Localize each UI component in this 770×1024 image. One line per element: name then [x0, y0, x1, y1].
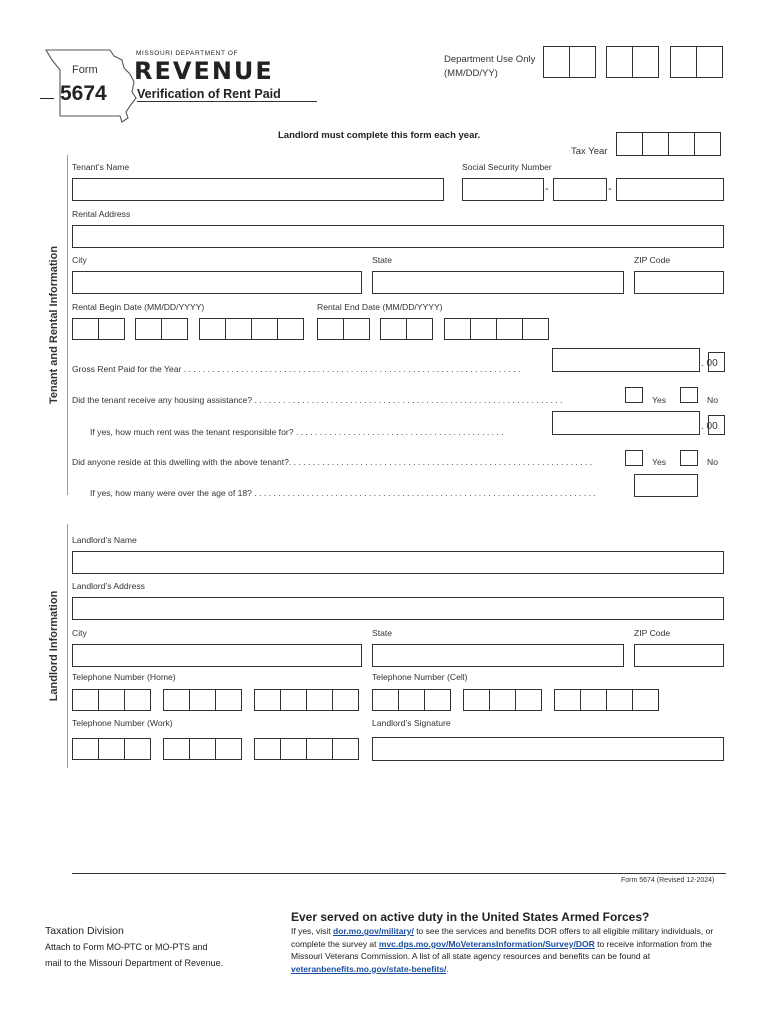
housing-no-label: No	[707, 395, 718, 405]
reside-yes-label: Yes	[652, 457, 667, 467]
zip-label: ZIP Code	[634, 255, 671, 265]
tenant-section-sidebar	[40, 155, 68, 495]
responsible-cents-box	[708, 415, 725, 435]
phone-home-label: Telephone Number (Home)	[72, 672, 176, 682]
division-title: Taxation Division	[45, 925, 124, 937]
form-number-prefix	[40, 98, 54, 99]
reside-q-label: Did anyone reside at this dwelling with the above tenant?.	[72, 457, 292, 467]
landlord-section-sidebar	[40, 524, 68, 768]
ssn-dash-1: -	[545, 183, 549, 195]
landlord-section-title: Landlord Information	[47, 590, 60, 702]
tax-year-input[interactable]	[616, 132, 720, 156]
tenant-section-title: Tenant and Rental Information	[47, 245, 60, 405]
phone-work-line[interactable]	[254, 738, 358, 760]
housing-q-label: Did the tenant receive any housing assistance?	[72, 395, 253, 405]
military-heading: Ever served on active duty in the United States Armed Forces?	[291, 910, 650, 924]
gross-rent-cents-box	[708, 352, 725, 372]
housing-q-row: Did the tenant receive any housing assistance? . . . . . . . . . . . . . . . . . . . . . . . . . . . . . . . . . . . . . . . . . . . . . . . . . . . . . . . . . . . . . . . . .	[72, 395, 563, 405]
signature-label: Landlord’s Signature	[372, 718, 451, 728]
reside-yes-checkbox[interactable]	[625, 450, 643, 466]
landlord-zip-label: ZIP Code	[634, 628, 671, 638]
dept-use-format: (MM/DD/YY)	[444, 68, 498, 79]
form-title: Verification of Rent Paid	[137, 87, 281, 101]
landlord-address-input[interactable]	[72, 597, 724, 620]
begin-date-label: Rental Begin Date (MM/DD/YYYY)	[72, 302, 205, 312]
gross-rent-row: Gross Rent Paid for the Year . . . . . . . . . . . . . . . . . . . . . . . . . . . . . . . . . . . . . . . . . . . . . . . . . . . . . . . . . . . . . . . . . . . . . . .	[72, 364, 521, 374]
rental-address-input[interactable]	[72, 225, 724, 248]
landlord-city-label: City	[72, 628, 87, 638]
housing-yes-label: Yes	[652, 395, 667, 405]
phone-cell-label: Telephone Number (Cell)	[372, 672, 468, 682]
end-month-input[interactable]	[317, 318, 369, 340]
begin-month-input[interactable]	[72, 318, 124, 340]
phone-work-prefix[interactable]	[163, 738, 241, 760]
dept-use-year[interactable]	[670, 46, 722, 78]
responsible-cents: . 00	[701, 421, 718, 432]
benefits-link[interactable]: veteranbenefits.mo.gov/state-benefits/	[291, 963, 447, 974]
dept-small: MISSOURI DEPARTMENT OF	[136, 50, 239, 57]
tax-year-label: Tax Year	[571, 146, 608, 157]
landlord-zip-input[interactable]	[634, 644, 724, 667]
landlord-name-label: Landlord’s Name	[72, 535, 137, 545]
over18-q-row: If yes, how many were over the age of 18? . . . . . . . . . . . . . . . . . . . . . . . . . . . . . . . . . . . . . . . . . . . . . . . . . . . . . . . . . . . . . . . . . . . . . . . .	[90, 488, 596, 498]
revision-text: Form 5674 (Revised 12-2024)	[621, 877, 715, 884]
survey-link[interactable]: mvc.dps.mo.gov/MoVeteransInformation/Survey/DOR	[378, 938, 595, 949]
tenant-name-input[interactable]	[72, 178, 444, 201]
ssn-part3-input[interactable]	[616, 178, 724, 201]
state-input[interactable]	[372, 271, 624, 294]
form-number: 5674	[60, 82, 107, 105]
form-label: Form	[72, 64, 98, 76]
dept-use-day[interactable]	[606, 46, 658, 78]
gross-rent-label: Gross Rent Paid for the Year	[72, 364, 182, 374]
landlord-city-input[interactable]	[72, 644, 362, 667]
end-year-input[interactable]	[444, 318, 548, 340]
landlord-state-label: State	[372, 628, 393, 638]
mil-text-2: to see the services and benefits DOR offers to all eligible military individuals, or complete the survey at	[291, 926, 714, 949]
reside-no-label: No	[707, 457, 718, 467]
instruction-text: Landlord must complete this form each year.	[278, 130, 481, 141]
state-label: State	[372, 255, 393, 265]
military-paragraph	[291, 925, 723, 975]
end-day-input[interactable]	[380, 318, 432, 340]
tenant-name-label: Tenant’s Name	[72, 162, 130, 172]
phone-cell-prefix[interactable]	[463, 689, 541, 711]
phone-home-prefix[interactable]	[163, 689, 241, 711]
housing-no-checkbox[interactable]	[680, 387, 698, 403]
responsible-amount-input[interactable]	[552, 411, 700, 435]
dept-use-month[interactable]	[543, 46, 595, 78]
city-label: City	[72, 255, 87, 265]
phone-work-label: Telephone Number (Work)	[72, 718, 173, 728]
begin-year-input[interactable]	[199, 318, 303, 340]
footer-divider	[72, 873, 726, 874]
dept-use-label: Department Use Only	[444, 54, 536, 65]
phone-work-area[interactable]	[72, 738, 150, 760]
ssn-part1-input[interactable]	[462, 178, 544, 201]
end-date-label: Rental End Date (MM/DD/YYYY)	[317, 302, 443, 312]
gross-rent-input[interactable]	[552, 348, 700, 372]
dept-big: REVENUE	[134, 57, 274, 85]
title-underline	[137, 101, 317, 102]
rental-address-label: Rental Address	[72, 209, 131, 219]
responsible-q-row: If yes, how much rent was the tenant responsible for? . . . . . . . . . . . . . . . . . . . . . . . . . . . . . . . . . . . . . . . . . . . .	[90, 427, 504, 437]
responsible-q-label: If yes, how much rent was the tenant responsible for?	[90, 427, 294, 437]
phone-cell-line[interactable]	[554, 689, 658, 711]
begin-day-input[interactable]	[135, 318, 187, 340]
phone-home-area[interactable]	[72, 689, 150, 711]
mil-text-3: to receive information from the Missouri Veterans Commission. A list of all state agency resources and benefits can be found at	[291, 938, 712, 961]
over18-count-input[interactable]	[634, 474, 698, 497]
landlord-name-input[interactable]	[72, 551, 724, 574]
reside-q-row: Did anyone reside at this dwelling with the above tenant?. . . . . . . . . . . . . . . . . . . . . . . . . . . . . . . . . . . . . . . . . . . . . . . . . . . . . . . . . . . . . . . .	[72, 457, 593, 467]
city-input[interactable]	[72, 271, 362, 294]
reside-no-checkbox[interactable]	[680, 450, 698, 466]
ssn-part2-input[interactable]	[553, 178, 607, 201]
military-link[interactable]: dor.mo.gov/military/	[333, 926, 414, 936]
landlord-address-label: Landlord’s Address	[72, 581, 145, 591]
mil-text-1: If yes, visit	[291, 926, 334, 936]
attach-line-2: mail to the Missouri Department of Revenue.	[45, 958, 224, 968]
landlord-state-input[interactable]	[372, 644, 624, 667]
over18-q-label: If yes, how many were over the age of 18?	[90, 488, 252, 498]
gross-rent-cents: . 00	[701, 358, 718, 369]
phone-cell-area[interactable]	[372, 689, 450, 711]
phone-home-line[interactable]	[254, 689, 358, 711]
mil-text-4: .	[446, 963, 449, 974]
ssn-dash-2: -	[608, 183, 612, 195]
signature-input[interactable]	[372, 737, 724, 761]
attach-line-1: Attach to Form MO-PTC or MO-PTS and	[45, 942, 208, 952]
ssn-label: Social Security Number	[462, 162, 552, 172]
zip-input[interactable]	[634, 271, 724, 294]
housing-yes-checkbox[interactable]	[625, 387, 643, 403]
